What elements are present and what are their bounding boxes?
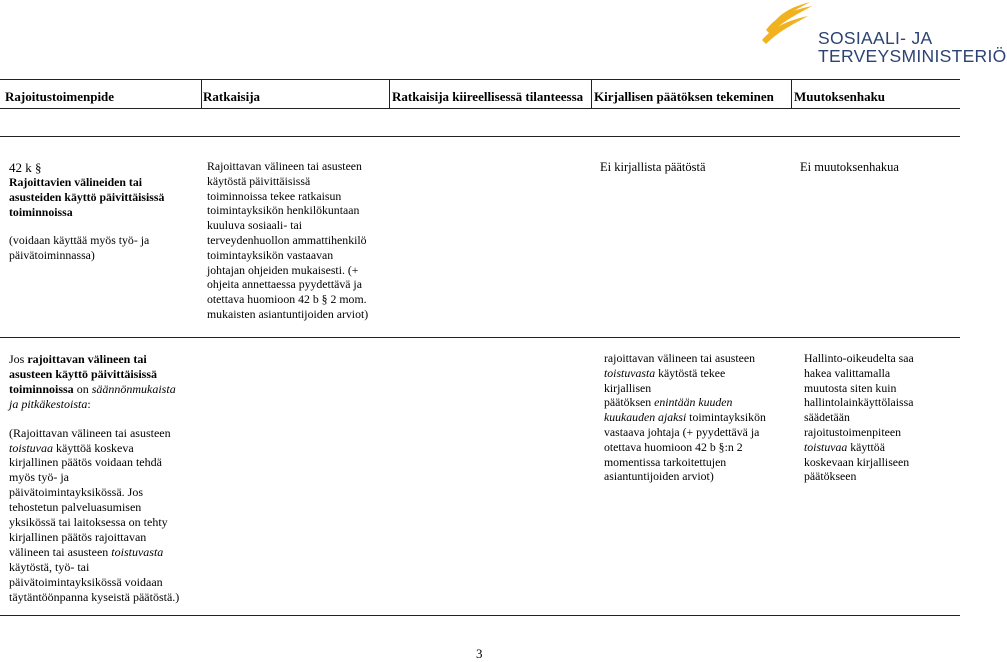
row2-measure-cell [9, 352, 199, 605]
column-divider [791, 79, 792, 108]
text-line: kirjallisen [604, 380, 652, 395]
row2-written-decision-cell [604, 351, 794, 484]
row1-written-decision-cell: Ei kirjallista päätöstä [600, 160, 706, 174]
column-divider [201, 79, 202, 108]
column-divider [591, 79, 592, 108]
row1-appeal-cell: Ei muutoksenhakua [800, 160, 899, 174]
row1-decision-maker-cell [207, 159, 392, 322]
header-ratkaisija-kiireellinen: Ratkaisija kiireellisessä tilanteessa [392, 89, 584, 104]
text-line: terveydenhuollon ammattihenkilö [207, 232, 367, 247]
header-muutoksenhaku: Muutoksenhaku [794, 89, 886, 104]
text-line: otettava huomioon 42 b §:n 2 [604, 439, 743, 454]
text-line: koskevaan kirjalliseen [804, 454, 910, 469]
text-line: päivätoimintayksikössä. Jos [9, 485, 143, 500]
header-kirjallinen-paatos: Kirjallisen päätöksen tekeminen [594, 89, 774, 104]
text-line: kirjallinen päätös voidaan tehdä [9, 455, 162, 470]
text-line: (Rajoittavan välineen tai asusteen [9, 425, 171, 440]
page-number: 3 [476, 646, 483, 661]
header-bottom-border [0, 108, 960, 109]
measure-note-line: (voidaan käyttää myös työ- ja [9, 233, 150, 248]
text-line: päätöksen enintään kuuden [604, 395, 733, 410]
text-line: ohjeita annettaessa pyydettävä ja [207, 277, 362, 292]
text-line: kirjallinen päätös rajoittavan [9, 529, 147, 544]
text-line: päivätoimintayksikössä voidaan [9, 574, 163, 589]
text-line: hallintolainkäyttölaissa [804, 395, 914, 410]
text-line: Hallinto-oikeudelta saa [804, 351, 914, 365]
text-line: vastaava johtaja (+ pyydettävä ja [604, 424, 760, 439]
text-line: ja pitkäkestoista: [9, 396, 91, 411]
row-separator [0, 136, 960, 137]
text-line: toistuvaa käyttöä koskeva [9, 440, 134, 455]
text-line: otettava huomioon 42 b § 2 mom. [207, 292, 367, 307]
section-number: 42 k § [9, 160, 42, 175]
text-line: rajoittavan välineen tai asusteen [604, 351, 756, 365]
table-top-border [0, 79, 960, 80]
text-line: hakea valittamalla [804, 365, 891, 380]
logo-swoosh-icon [760, 0, 820, 45]
row1-measure-cell [9, 160, 199, 263]
measure-title-line: toiminnoissa [9, 204, 73, 219]
row2-appeal-cell [804, 351, 954, 484]
text-line: toimintayksikön vastaavan [207, 247, 334, 262]
text-line: toiminnoissa tekee ratkaisun [207, 188, 342, 203]
row-separator [0, 337, 960, 338]
text-line: toistuvasta käytöstä tekee [604, 365, 726, 380]
text-line: asusteen käyttö päivittäisissä [9, 366, 158, 381]
logo-line1: SOSIAALI- JA [818, 28, 933, 48]
text-line: käytöstä, työ- tai [9, 559, 90, 574]
column-divider [389, 79, 390, 108]
text-line: Jos rajoittavan välineen tai [9, 352, 147, 366]
ministry-logo [760, 0, 1007, 70]
text-line: toistuvaa käyttöä [804, 439, 885, 454]
text-line: myös työ- ja [9, 470, 69, 485]
measure-note-line: päivätoiminnassa) [9, 248, 95, 263]
text-line: päätökseen [804, 469, 857, 484]
table-bottom-border [0, 615, 960, 616]
text-line: kuukauden ajaksi toimintayksikön [604, 410, 766, 425]
logo-line2: TERVEYSMINISTERIÖ [818, 46, 1007, 66]
text-line: muutosta siten kuin [804, 380, 897, 395]
text-line: kuuluva sosiaali- tai [207, 218, 303, 233]
measure-title-line: asusteiden käyttö päivittäisissä [9, 189, 165, 204]
text-line: toiminnoissa on säännönmukaista [9, 381, 176, 396]
text-line: käytöstä päivittäisissä [207, 173, 311, 188]
text-line: säädetään [804, 410, 850, 425]
text-line: asiantuntijoiden arviot) [604, 469, 714, 484]
header-ratkaisija: Ratkaisija [203, 89, 261, 104]
text-line: tehostetun palveluasumisen [9, 500, 142, 515]
text-line: toimintayksikön henkilökuntaan [207, 203, 360, 218]
text-line: täytäntöönpanna kyseistä päätöstä.) [9, 589, 180, 604]
text-line: yksikössä tai laitoksessa on tehty [9, 515, 168, 530]
header-rajoitustoimenpide: Rajoitustoimenpide [5, 89, 115, 104]
measure-title-line: Rajoittavien välineiden tai [9, 175, 143, 189]
text-line: rajoitustoimenpiteen [804, 424, 901, 439]
text-line: välineen tai asusteen toistuvasta [9, 544, 164, 559]
text-line: momentissa tarkoitettujen [604, 454, 727, 469]
text-line: johtajan ohjeiden mukaisesti. (+ [207, 262, 359, 277]
text-line: mukaisten asiantuntijoiden arviot) [207, 306, 369, 321]
text-line: Rajoittavan välineen tai asusteen [207, 159, 362, 173]
